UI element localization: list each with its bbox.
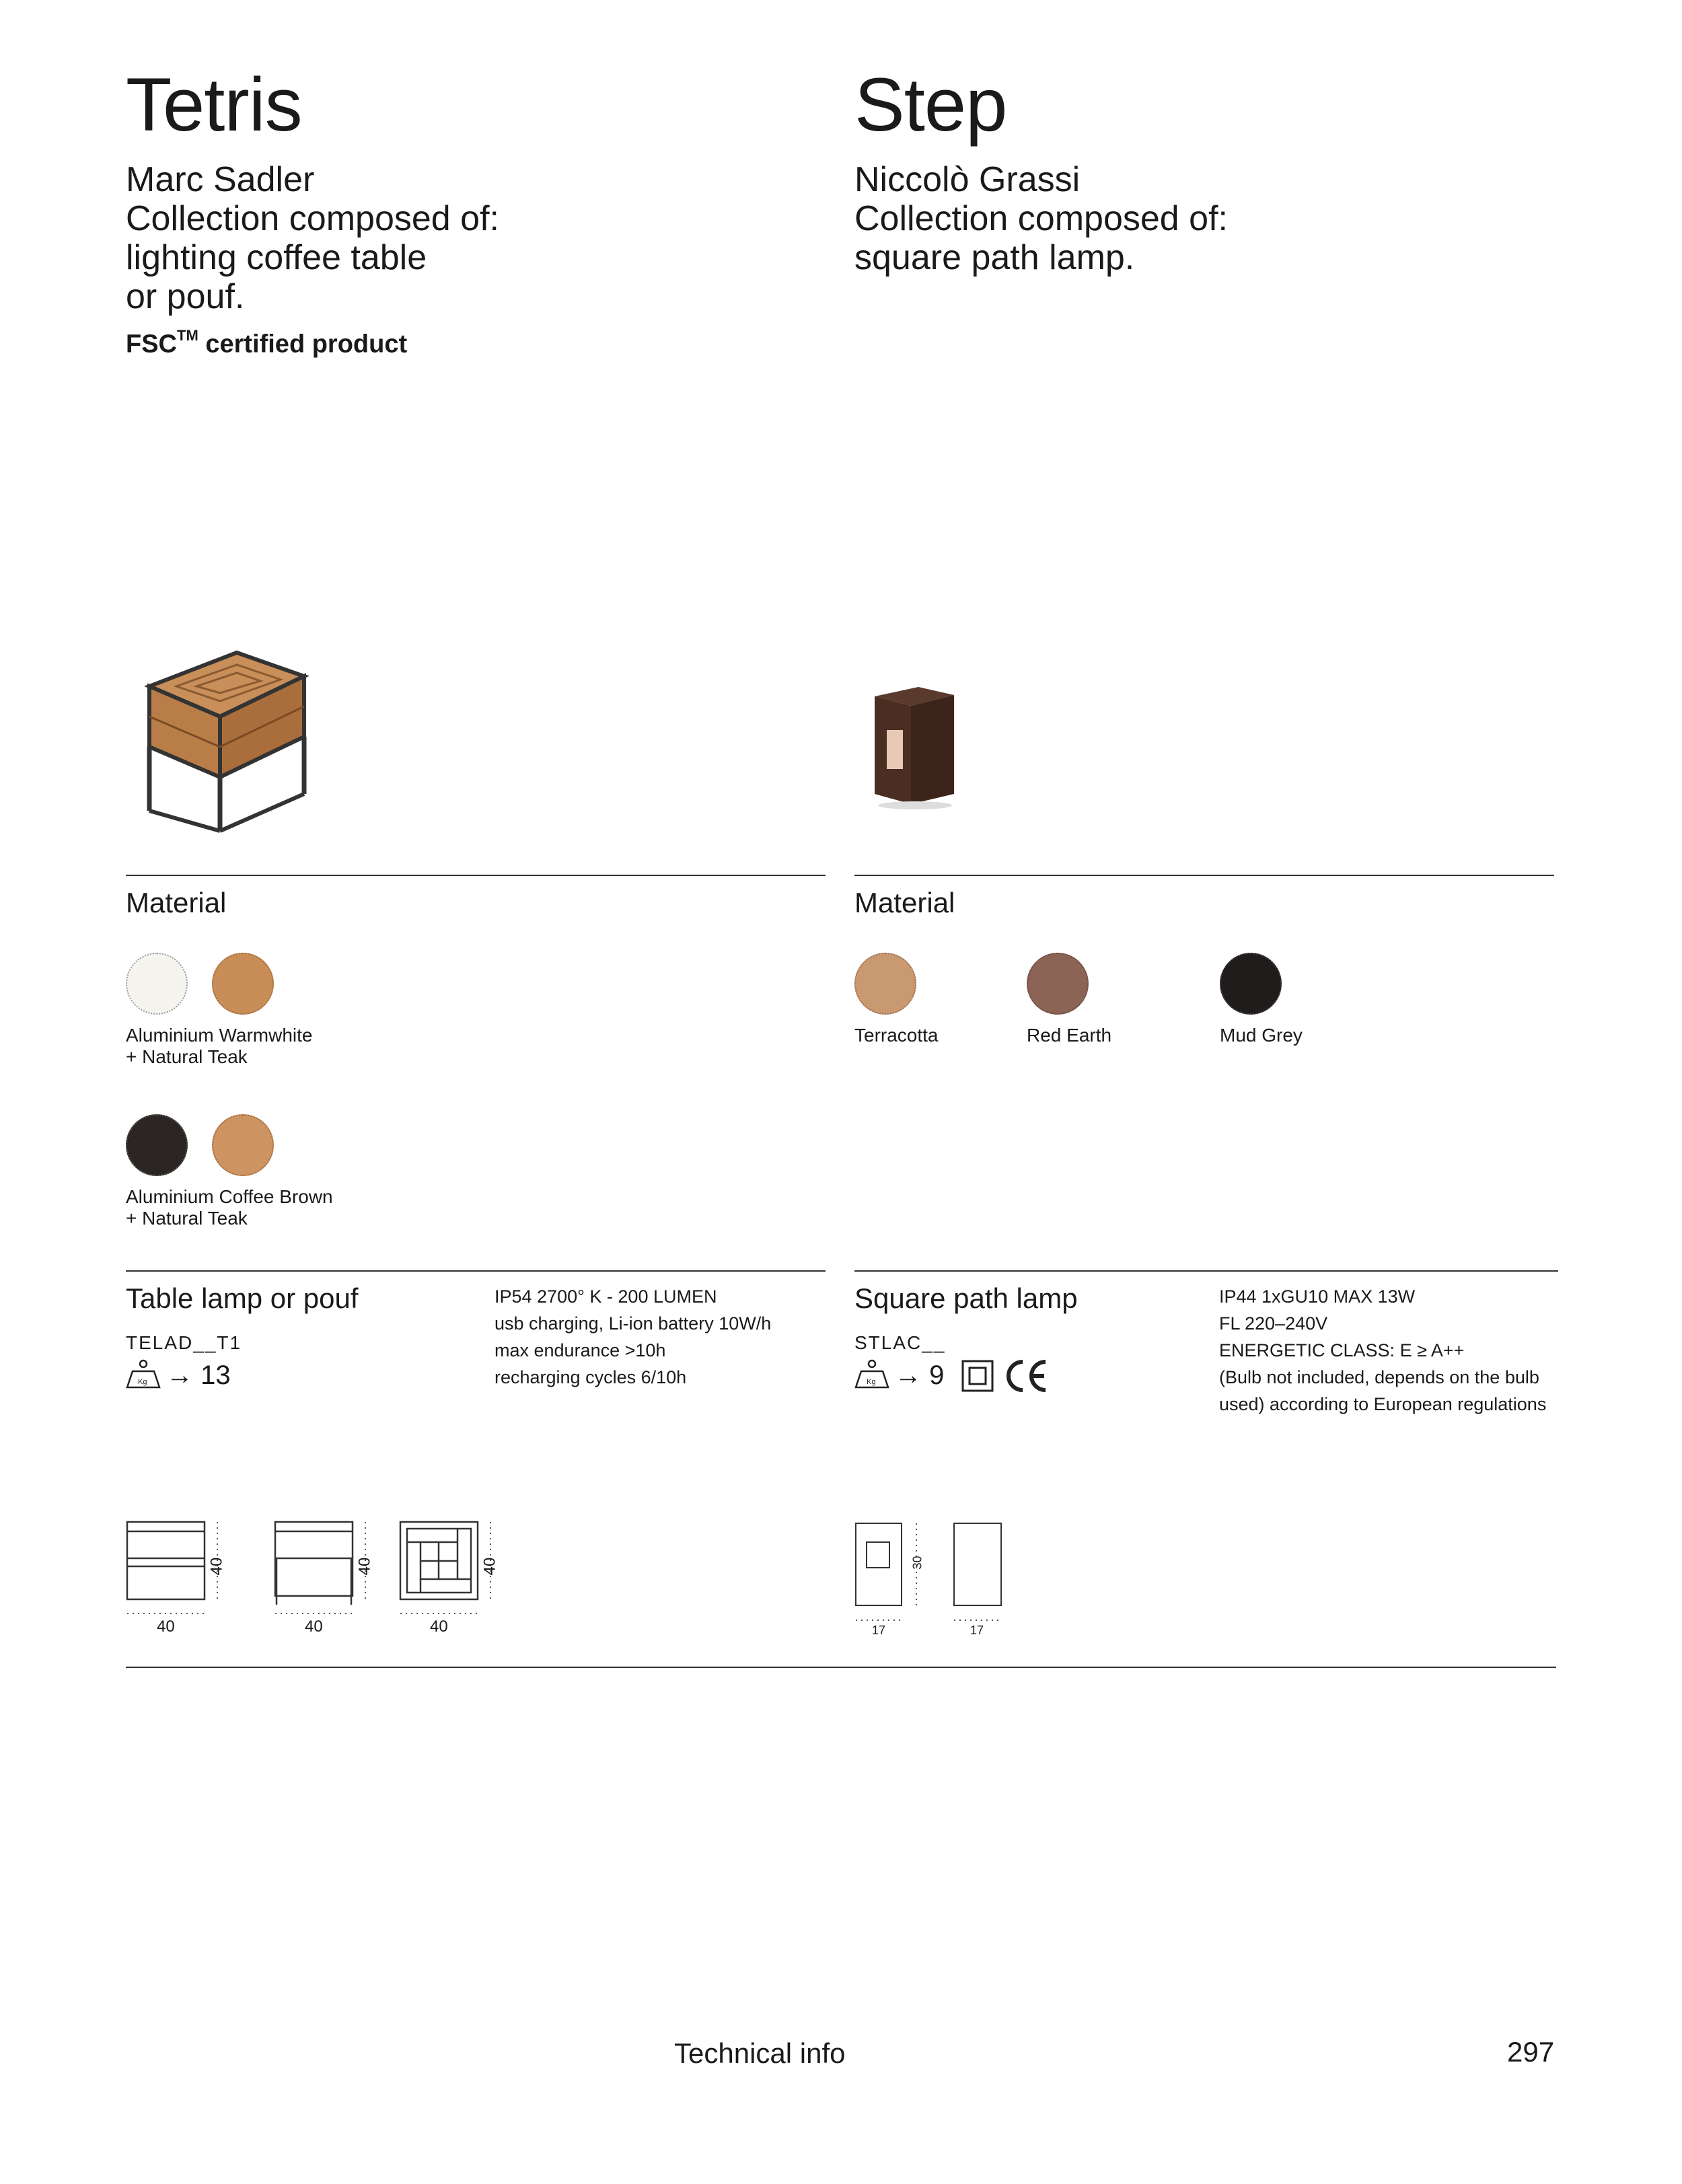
subtitle-line: or pouf. bbox=[126, 277, 245, 316]
step-technical-drawings bbox=[854, 1522, 1029, 1630]
subtitle-line: Collection composed of: bbox=[126, 199, 499, 238]
swatch-terracotta bbox=[854, 953, 916, 1015]
product-code: TELAD__T1 bbox=[126, 1332, 242, 1353]
svg-text:Kg: Kg bbox=[138, 1378, 147, 1386]
dim-width: 17 bbox=[872, 1624, 886, 1637]
divider bbox=[126, 1270, 826, 1272]
divider bbox=[854, 875, 1554, 876]
divider bbox=[854, 1270, 1558, 1272]
product-tetris bbox=[126, 0, 826, 2184]
dim-width: 40 bbox=[157, 1617, 175, 1636]
fsc-certification: FSC™ certified product bbox=[126, 327, 408, 359]
subtitle-line: lighting coffee table bbox=[126, 238, 427, 277]
swatch-mud-grey bbox=[1220, 953, 1282, 1015]
product-specs: IP44 1xGU10 MAX 13W FL 220–240V ENERGETIC CLASS: E ≥ A++ (Bulb not included, depends on the bulb used) according to European regulations bbox=[1219, 1286, 1547, 1414]
tetris-technical-drawings bbox=[126, 1521, 529, 1628]
swatch-natural-teak bbox=[212, 1114, 274, 1176]
dim-height: 40 bbox=[207, 1557, 226, 1576]
material-name: Aluminium Warmwhite + Natural Teak bbox=[126, 1025, 313, 1067]
product-code: STLAC__ bbox=[854, 1332, 946, 1353]
weight-value: → 13 bbox=[166, 1360, 231, 1390]
dim-height: 30 bbox=[910, 1556, 924, 1570]
page-number: 297 bbox=[1507, 2036, 1555, 2068]
product-title: Tetris bbox=[126, 63, 302, 147]
bottom-divider bbox=[126, 1667, 1556, 1668]
swatch-natural-teak bbox=[212, 953, 274, 1015]
product-name: Table lamp or pouf bbox=[126, 1282, 359, 1314]
tetris-table-photo bbox=[136, 639, 324, 834]
dim-width: 40 bbox=[305, 1617, 323, 1636]
material-heading: Material bbox=[854, 887, 955, 918]
material-name: Aluminium Coffee Brown + Natural Teak bbox=[126, 1186, 333, 1229]
product-name: Square path lamp bbox=[854, 1282, 1078, 1314]
step-lamp-photo bbox=[868, 683, 962, 811]
footer-section: Technical info bbox=[674, 2037, 846, 2069]
dim-width: 17 bbox=[970, 1624, 984, 1637]
weight-value: → 9 bbox=[895, 1360, 945, 1390]
subtitle-line: Collection composed of: bbox=[854, 199, 1228, 238]
product-subtitle bbox=[854, 160, 1228, 277]
material-heading: Material bbox=[126, 887, 227, 918]
designer: Marc Sadler bbox=[126, 160, 315, 199]
product-specs: IP54 2700° K - 200 LUMEN usb charging, Li-ion battery 10W/h max endurance >10h recharging cycles 6/10h bbox=[495, 1286, 772, 1387]
product-subtitle bbox=[126, 160, 499, 316]
ce-mark-icon bbox=[1002, 1358, 1050, 1394]
weight-icon bbox=[854, 1359, 889, 1389]
dim-width: 40 bbox=[430, 1617, 448, 1636]
double-insulation-icon bbox=[961, 1359, 994, 1393]
subtitle-line: square path lamp. bbox=[854, 238, 1135, 277]
product-step bbox=[854, 0, 1554, 2184]
swatch-aluminium-warmwhite bbox=[126, 953, 188, 1015]
dim-height: 40 bbox=[355, 1557, 374, 1576]
material-name: Red Earth bbox=[1027, 1025, 1112, 1046]
divider bbox=[126, 875, 826, 876]
svg-text:Kg: Kg bbox=[867, 1378, 876, 1386]
material-name: Mud Grey bbox=[1220, 1025, 1303, 1046]
designer: Niccolò Grassi bbox=[854, 160, 1081, 199]
weight-icon bbox=[126, 1359, 161, 1389]
product-title: Step bbox=[854, 63, 1007, 147]
swatch-aluminium-coffee-brown bbox=[126, 1114, 188, 1176]
material-name: Terracotta bbox=[854, 1025, 939, 1046]
swatch-red-earth bbox=[1027, 953, 1089, 1015]
dim-height: 40 bbox=[480, 1557, 499, 1576]
